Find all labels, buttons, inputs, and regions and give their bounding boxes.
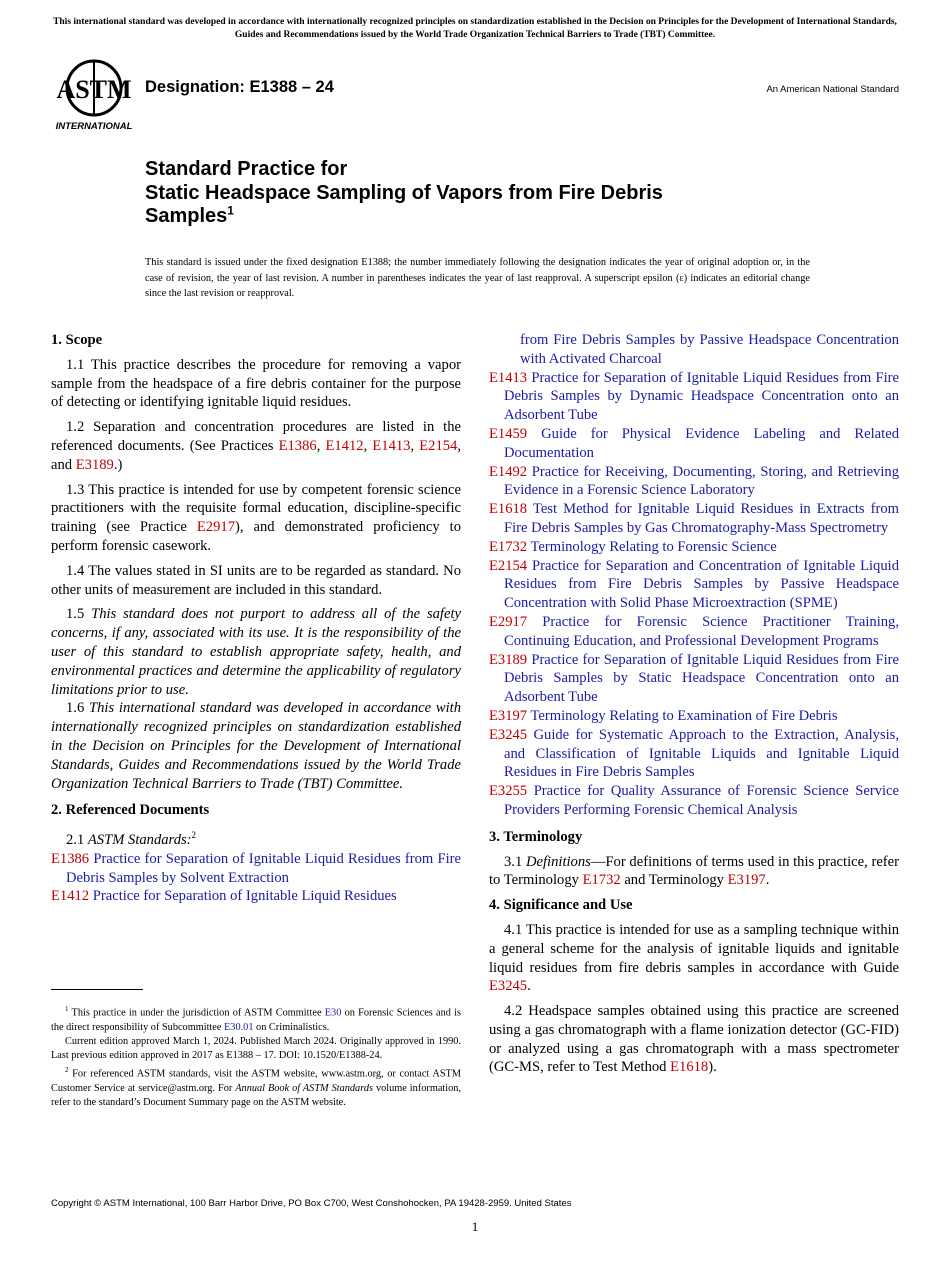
footnote-2: $^2$ For referenced ASTM standards, visit the ASTM website, www.astm.org, or contact ASTM Customer Service at service@astm.org. For Annual Book of ASTM Standards volume information, refer to the standard’s Document Summary page on the ASTM website.	[51, 1066, 461, 1109]
ref-e1412-cont	[489, 331, 899, 369]
ref-title-e1618[interactable]: Test Method for Ignitable Liquid Residues in Extracts from Fire Debris Samples by Gas Chromatography-Mass Spectrometry	[504, 501, 899, 536]
ref-e2154	[489, 557, 899, 613]
ref-title-e1412-cont[interactable]: from Fire Debris Samples by Passive Headspace Concentration with Activated Charcoal	[520, 332, 899, 367]
footnote-1-approval: Current edition approved March 1, 2024. Published March 2024. Originally approved in 1990. Last previous edition approved in 2017 as E1388 – 17. DOI: 10.1520/E1388-24.	[51, 1035, 461, 1062]
section-heading-terminology: 3. Terminology	[489, 828, 583, 845]
ref-e1732	[489, 538, 899, 557]
footnote-rule	[51, 989, 143, 990]
ref-title-e1492[interactable]: Practice for Receiving, Documenting, Storing, and Retrieving Evidence in a Forensic Science Laboratory	[504, 463, 899, 499]
ref-title-e3197[interactable]: Terminology Relating to Examination of Fire Debris	[530, 707, 838, 724]
ref-code-e1492[interactable]: E1492	[489, 463, 528, 480]
logo-text: ASTM	[56, 75, 132, 104]
link-e2154[interactable]: E2154	[419, 437, 458, 454]
ref-title-e1732[interactable]: Terminology Relating to Forensic Science	[530, 538, 777, 555]
ref-code-e1386[interactable]: E1386	[51, 850, 90, 867]
ref-e1459	[489, 425, 899, 463]
para-4-1: 4.1 This practice is intended for use as a sampling technique within a general scheme for the analysis of ignitable liquids and ignitable liquid residues from fire debris samples in accordance with Guide E3245.	[489, 921, 899, 995]
page-number: 1	[471, 1219, 479, 1234]
right-column	[489, 331, 899, 1083]
section-heading-significance: 4. Significance and Use	[489, 897, 633, 914]
ref-code-e3245[interactable]: E3245	[489, 726, 528, 743]
link-e30[interactable]: E30	[324, 1007, 342, 1019]
link-e1412[interactable]: E1412	[325, 437, 364, 454]
link-e3197[interactable]: E3197	[727, 872, 766, 889]
para-1-3: 1.3 This practice is intended for use by competent forensic science practitioners with the requisite formal education, discipline-specific training (see Practice E2917), and demonstrated proficiency to perform forensic casework.	[51, 481, 462, 554]
ref-title-e1412[interactable]: Practice for Separation of Ignitable Liquid Residues	[92, 888, 397, 905]
ref-e2917	[489, 613, 899, 651]
ref-code-e2917[interactable]: E2917	[489, 613, 528, 630]
adoption-notice: This international standard was developed in accordance with internationally recognized principles on standardization established in the Decision on Principles for the Development of International Standards, Guides and Recommendations issued by the World Trade Organization Technical Barriers to Trade (TBT) Committee.	[53, 17, 897, 40]
ref-title-e1413[interactable]: Practice for Separation of Ignitable Liquid Residues from Fire Debris Samples by Dynamic Headspace Concentration onto an Adsorbent Tube	[504, 369, 899, 424]
ref-e3245	[489, 726, 899, 782]
ref-e1618	[489, 500, 899, 538]
link-e2917[interactable]: E2917	[196, 519, 235, 536]
para-2-1: 2.1 ASTM Standards:$^2$	[66, 830, 197, 848]
title-line-1: Standard Practice for	[145, 158, 348, 180]
title-footnote-mark: 1	[227, 203, 234, 218]
ref-code-e1459[interactable]: E1459	[489, 425, 528, 442]
ref-e3189	[489, 651, 899, 707]
ref-code-e3189[interactable]: E3189	[489, 651, 528, 668]
ref-e1386	[51, 850, 461, 888]
ref-code-e2154[interactable]: E2154	[489, 557, 528, 574]
para-4-2: 4.2 Headspace samples obtained using this practice are screened using a gas chromatograph with a flame ionization detector (GC-FID) or analyzed using a gas chromatograph with a mass spectrometer (GC-MS, refer to Test Method E1618).	[489, 1003, 899, 1076]
ref-code-e3197[interactable]: E3197	[489, 707, 528, 724]
ref-title-e3245[interactable]: Guide for Systematic Approach to the Extraction, Analysis, and Classification of Ignitable Liquids and Ignitable Liquid Residues in Fire Debris Samples	[504, 726, 900, 781]
astm-logo-icon	[52, 56, 136, 132]
american-national-standard: An American National Standard	[766, 84, 899, 95]
ref-title-e2154[interactable]: Practice for Separation and Concentration of Ignitable Liquid Residues from Fire Debris Samples by Passive Headspace Concentration with Solid Phase Microextraction (SPME)	[504, 557, 899, 612]
ref-code-e1413[interactable]: E1413	[489, 369, 528, 386]
left-column	[51, 331, 461, 906]
link-e1732[interactable]: E1732	[582, 872, 621, 889]
ref-e3197	[489, 707, 899, 726]
title-line-3: Samples	[145, 205, 228, 227]
copyright-footer: Copyright © ASTM International, 100 Barr Harbor Drive, PO Box C700, West Conshohocken, PA 19428-2959. United States	[51, 1198, 572, 1209]
document-title	[145, 158, 845, 229]
ref-e1413	[489, 369, 899, 425]
ref-title-e1459[interactable]: Guide for Physical Evidence Labeling and Related Documentation	[504, 425, 899, 461]
link-e1386[interactable]: E1386	[278, 437, 317, 454]
para-1-5: 1.5 This standard does not purport to address all of the safety concerns, if any, associated with its use. It is the responsibility of the user of this standard to establish appropriate safety, health, and environmental practices and determine the applicability of regulatory limitations prior to use.	[51, 606, 461, 698]
issuance-note: This standard is issued under the fixed designation E1388; the number immediately following the designation indicates the year of original adoption or, in the case of revision, the year of last revision. A number in parentheses indicates the year of last reapproval. A superscript epsilon (ε) indicates an editorial change since the last revision or reapproval.	[145, 257, 810, 299]
title-line-2: Static Headspace Sampling of Vapors from Fire Debris	[145, 181, 663, 204]
ref-title-e3255[interactable]: Practice for Quality Assurance of Forensic Science Service Providers Performing Forensic Chemical Analysis	[504, 783, 899, 818]
link-e1618[interactable]: E1618	[670, 1059, 709, 1076]
ref-title-e3189[interactable]: Practice for Separation of Ignitable Liquid Residues from Fire Debris Samples by Static Headspace Concentration onto an Adsorbent Tube	[504, 651, 899, 706]
footnotes	[51, 1002, 461, 1110]
ref-code-e1412[interactable]: E1412	[51, 888, 90, 905]
section-heading-referenced-documents: 2. Referenced Documents	[51, 802, 210, 819]
ref-title-e1386[interactable]: Practice for Separation of Ignitable Liquid Residues from Fire Debris Samples by Solvent Extraction	[66, 850, 461, 886]
designation: Designation: E1388 – 24	[145, 78, 334, 96]
para-1-2: 1.2 Separation and concentration procedures are listed in the referenced documents. (See Practices E1386, E1412, E1413, E2154, and E3189.)	[51, 419, 462, 473]
section-heading-scope: 1. Scope	[51, 332, 103, 348]
para-1-1: 1.1 This practice describes the procedure for removing a vapor sample from the headspace of a fire debris container for the purpose of detecting or identifying ignitable liquid residues.	[51, 356, 461, 411]
ref-code-e1618[interactable]: E1618	[489, 501, 528, 518]
link-e3189[interactable]: E3189	[75, 456, 114, 473]
ref-e1492	[489, 463, 899, 501]
link-e3245[interactable]: E3245	[489, 978, 528, 995]
ref-e1412	[51, 887, 461, 906]
link-e1413[interactable]: E1413	[372, 437, 411, 454]
logo-subtext: INTERNATIONAL	[55, 121, 133, 132]
ref-code-e3255[interactable]: E3255	[489, 783, 528, 800]
footnote-1: $^1$ This practice in under the jurisdiction of ASTM Committee E30 on Forensic Sciences and is the direct responsibility of Subcommittee E30.01 on Criminalistics.	[51, 1005, 461, 1033]
para-1-6: 1.6 This international standard was developed in accordance with internationally recognized principles on standardization established in the Decision on Principles for the Development of International Standards, Guides and Recommendations issued by the World Trade Organization Technical Barriers to Trade (TBT) Committee.	[51, 700, 462, 792]
ref-code-e1732[interactable]: E1732	[489, 538, 528, 555]
ref-e3255	[489, 782, 899, 820]
para-3-1: 3.1 Definitions—For definitions of terms used in this practice, refer to Terminology E1732 and Terminology E3197.	[489, 853, 900, 889]
link-e30-01[interactable]: E30.01	[224, 1021, 254, 1033]
para-1-4: 1.4 The values stated in SI units are to be regarded as standard. No other units of measurement are included in this standard.	[51, 562, 461, 598]
ref-title-e2917[interactable]: Practice for Forensic Science Practitioner Training, Continuing Education, and Professional Development Programs	[504, 613, 899, 649]
